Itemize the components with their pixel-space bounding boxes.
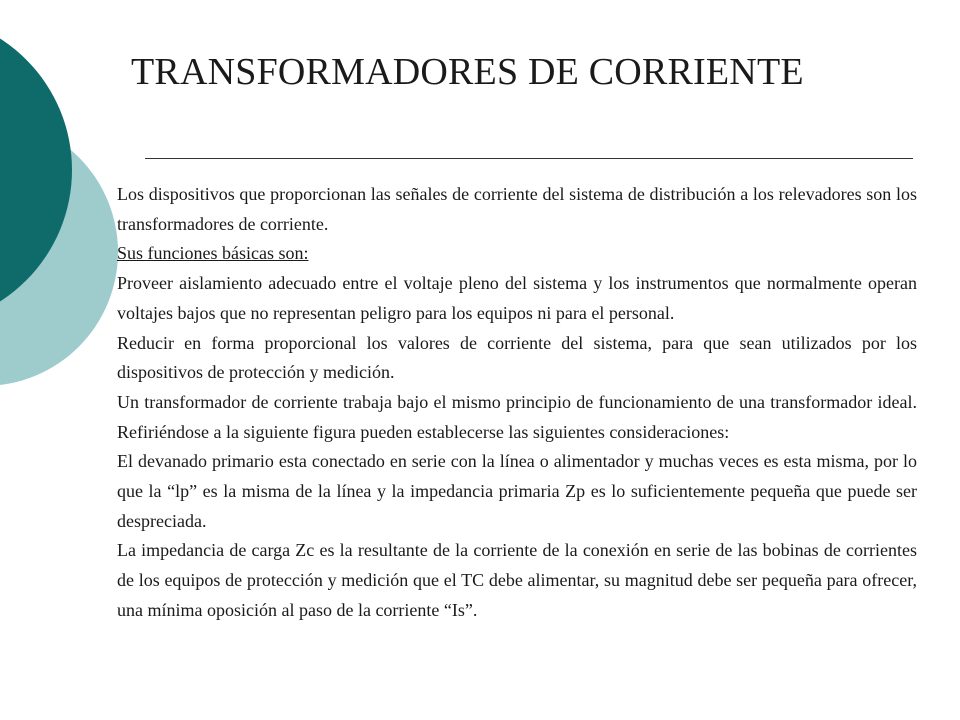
title-divider bbox=[145, 158, 913, 159]
body-paragraph: Reducir en forma proporcional los valores de corriente del sistema, para que sean utilizados por los dispositivos de protección y medición. bbox=[117, 332, 917, 383]
slide-title: TRANSFORMADORES DE CORRIENTE bbox=[131, 51, 804, 93]
intro-paragraph: Los dispositivos que proporcionan las señales de corriente del sistema de distribución a los relevadores son los transformadores de corriente. bbox=[117, 184, 917, 234]
body-paragraph: El devanado primario esta conectado en serie con la línea o alimentador y muchas veces es esta misma, por lo que la “lp” es la misma de la línea y la impedancia primaria Zp es lo suficientemente pequeña que puede ser despreciada. bbox=[117, 451, 917, 531]
body-paragraph: Proveer aislamiento adecuado entre el voltaje pleno del sistema y los instrumentos que normalmente operan voltajes bajos que no representan peligro para los equipos ni para el personal. bbox=[117, 273, 917, 323]
body-paragraph: La impedancia de carga Zc es la resultante de la corriente de la conexión en serie de las bobinas de corrientes de los equipos de protección y medición que el TC debe alimentar, su magnitud debe ser pequeña para ofrecer, una mínima oposición al paso de la corriente “Is”. bbox=[117, 540, 917, 620]
functions-heading: Sus funciones básicas son: bbox=[117, 243, 309, 264]
slide-body bbox=[117, 180, 917, 626]
body-paragraph: Un transformador de corriente trabaja bajo el mismo principio de funcionamiento de una transformador ideal. Refiriéndose a la siguiente figura pueden establecerse las siguientes consideraciones: bbox=[117, 391, 917, 442]
